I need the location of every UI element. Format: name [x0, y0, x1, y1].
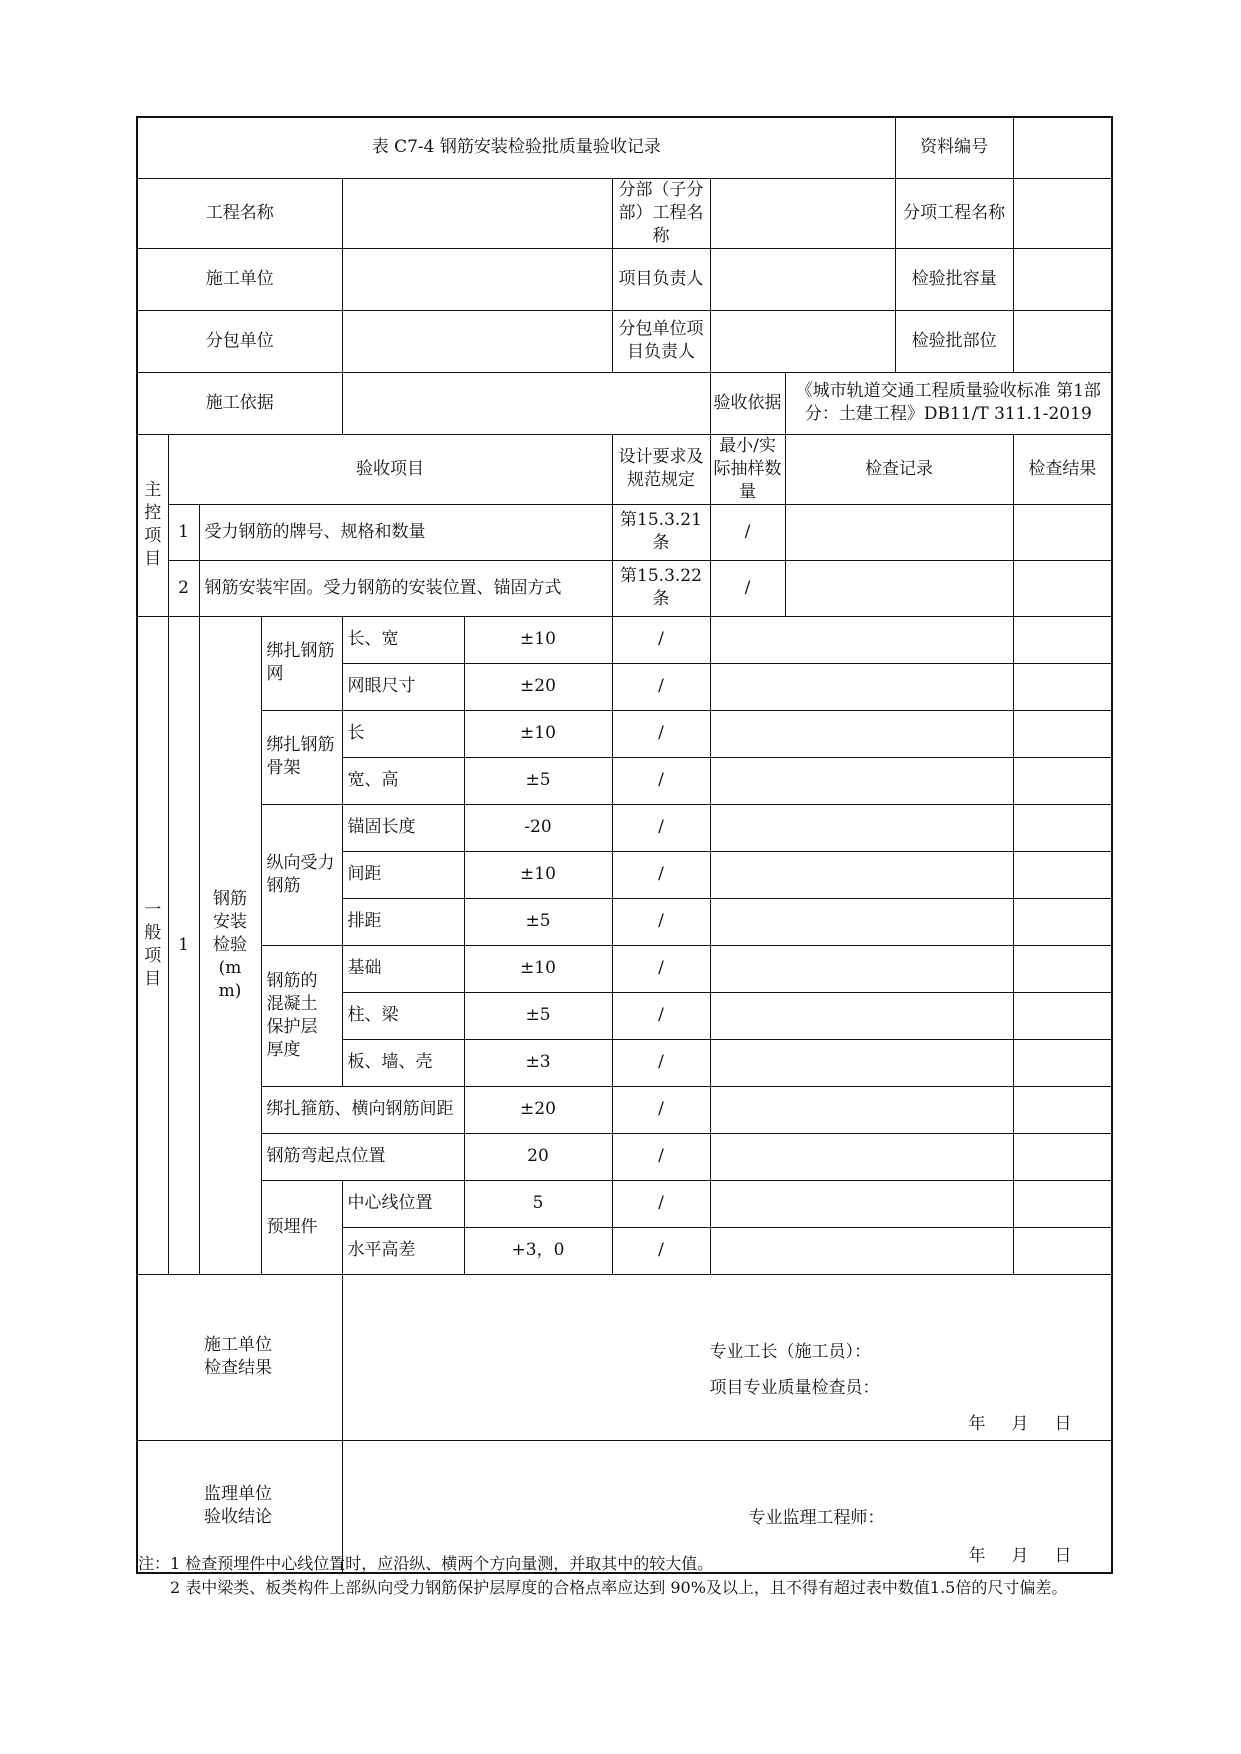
- req-value: 20: [464, 1133, 612, 1180]
- batch-location-label: 检验批部位: [895, 310, 1013, 372]
- sub-project-label: 分部（子分部）工程名称: [612, 178, 710, 248]
- record-cell[interactable]: [710, 1133, 1013, 1180]
- sample-value: /: [612, 1133, 710, 1180]
- result-cell[interactable]: [1013, 851, 1112, 898]
- sub-item: 锚固长度: [342, 804, 464, 851]
- sample-value: /: [612, 945, 710, 992]
- doc-no-label: 资料编号: [895, 117, 1013, 178]
- sample-value: /: [612, 1227, 710, 1274]
- project-name-value[interactable]: [342, 178, 612, 248]
- record-cell[interactable]: [710, 1180, 1013, 1227]
- result-cell[interactable]: [1013, 1133, 1112, 1180]
- sub-item: 间距: [342, 851, 464, 898]
- doc-no-value[interactable]: [1013, 117, 1112, 178]
- main-row-record[interactable]: [785, 504, 1013, 560]
- col-design-req-header: 设计要求及规范规定: [612, 434, 710, 504]
- record-cell[interactable]: [710, 616, 1013, 663]
- result-cell[interactable]: [1013, 1086, 1112, 1133]
- sample-value: /: [612, 663, 710, 710]
- req-value: ±10: [464, 851, 612, 898]
- main-row-no: 2: [168, 560, 199, 616]
- record-cell[interactable]: [710, 1227, 1013, 1274]
- construction-basis-label: 施工依据: [137, 372, 342, 434]
- req-value: ±10: [464, 710, 612, 757]
- sample-value: /: [612, 992, 710, 1039]
- group-stirrup: 绑扎箍筋、横向钢筋间距: [261, 1086, 464, 1133]
- subcontract-unit-label: 分包单位: [137, 310, 342, 372]
- subcontract-manager-label: 分包单位项目负责人: [612, 310, 710, 372]
- result-cell[interactable]: [1013, 1039, 1112, 1086]
- sub-project-value[interactable]: [710, 178, 895, 248]
- form-title: 表 C7-4 钢筋安装检验批质量验收记录: [137, 117, 895, 178]
- sub-item: 基础: [342, 945, 464, 992]
- sample-value: /: [612, 616, 710, 663]
- req-value: ±20: [464, 663, 612, 710]
- record-cell[interactable]: [710, 757, 1013, 804]
- main-row-result[interactable]: [1013, 560, 1112, 616]
- batch-capacity-value[interactable]: [1013, 248, 1112, 310]
- req-value: -20: [464, 804, 612, 851]
- sample-value: /: [612, 898, 710, 945]
- group-cover: 钢筋的混凝土保护层厚度: [261, 945, 342, 1086]
- record-cell[interactable]: [710, 1039, 1013, 1086]
- req-value: ±20: [464, 1086, 612, 1133]
- record-cell[interactable]: [710, 663, 1013, 710]
- result-cell[interactable]: [1013, 1227, 1112, 1274]
- project-manager-value[interactable]: [710, 248, 895, 310]
- sample-value: /: [612, 851, 710, 898]
- project-name-label: 工程名称: [137, 178, 342, 248]
- inspection-record-table: [136, 116, 1113, 1574]
- record-cell[interactable]: [710, 898, 1013, 945]
- group-longitudinal: 纵向受力钢筋: [261, 804, 342, 945]
- note-2: 2 表中梁类、板类构件上部纵向受力钢筋保护层厚度的合格点率应达到 90%及以上，且不得有超过表中数值1.5倍的尺寸偏差。: [138, 1578, 1068, 1597]
- col-result-header: 检查结果: [1013, 434, 1112, 504]
- result-cell[interactable]: [1013, 945, 1112, 992]
- sub-item: 网眼尺寸: [342, 663, 464, 710]
- sub-item: 板、墙、壳: [342, 1039, 464, 1086]
- result-cell[interactable]: [1013, 1180, 1112, 1227]
- construction-check-label: 施工单位检查结果: [137, 1274, 342, 1440]
- col-item-header: 验收项目: [168, 434, 612, 504]
- construction-unit-value[interactable]: [342, 248, 612, 310]
- result-cell[interactable]: [1013, 757, 1112, 804]
- sample-value: /: [612, 710, 710, 757]
- req-value: ±5: [464, 992, 612, 1039]
- item-project-value[interactable]: [1013, 178, 1112, 248]
- sample-value: /: [612, 1086, 710, 1133]
- req-value: ±5: [464, 898, 612, 945]
- batch-location-value[interactable]: [1013, 310, 1112, 372]
- col-sample-header: 最小/实际抽样数量: [710, 434, 785, 504]
- construction-check-sign-area[interactable]: [342, 1274, 1112, 1440]
- sample-value: /: [612, 804, 710, 851]
- main-row-sample: /: [710, 504, 785, 560]
- sample-value: /: [612, 757, 710, 804]
- general-label: 一般项目: [137, 616, 168, 1274]
- sub-item: 宽、高: [342, 757, 464, 804]
- supervisor-label: 专业监理工程师：: [748, 1507, 885, 1528]
- sub-item: 柱、梁: [342, 992, 464, 1039]
- main-row-req: 第15.3.21条: [612, 504, 710, 560]
- result-cell[interactable]: [1013, 804, 1112, 851]
- main-row-req: 第15.3.22条: [612, 560, 710, 616]
- main-row-record[interactable]: [785, 560, 1013, 616]
- result-cell[interactable]: [1013, 710, 1112, 757]
- sub-item: 中心线位置: [342, 1180, 464, 1227]
- inspector-label: 项目专业质量检查员：: [709, 1377, 880, 1398]
- acceptance-basis-value: 《城市轨道交通工程质量验收标准 第1部分：土建工程》DB11/T 311.1-2019: [785, 372, 1112, 434]
- foreman-label: 专业工长（施工员）：: [709, 1341, 871, 1362]
- result-cell[interactable]: [1013, 663, 1112, 710]
- main-row-result[interactable]: [1013, 504, 1112, 560]
- record-cell[interactable]: [710, 804, 1013, 851]
- record-cell[interactable]: [710, 992, 1013, 1039]
- sub-item: 水平高差: [342, 1227, 464, 1274]
- general-no: 1: [168, 616, 199, 1274]
- sub-item: 排距: [342, 898, 464, 945]
- col-record-header: 检查记录: [785, 434, 1013, 504]
- main-row-no: 1: [168, 504, 199, 560]
- record-cell[interactable]: [710, 1086, 1013, 1133]
- sub-item: 长、宽: [342, 616, 464, 663]
- item-project-label: 分项工程名称: [895, 178, 1013, 248]
- note-1: 注：1 检查预埋件中心线位置时，应沿纵、横两个方向量测，并取其中的较大值。: [138, 1554, 714, 1573]
- sample-value: /: [612, 1180, 710, 1227]
- sign-date: 年 月 日: [968, 1545, 1072, 1566]
- main-control-label: 主控项目: [137, 434, 168, 616]
- batch-capacity-label: 检验批容量: [895, 248, 1013, 310]
- subcontract-unit-value[interactable]: [342, 310, 612, 372]
- record-cell[interactable]: [710, 851, 1013, 898]
- construction-unit-label: 施工单位: [137, 248, 342, 310]
- result-cell[interactable]: [1013, 898, 1112, 945]
- record-cell[interactable]: [710, 710, 1013, 757]
- req-value: ±10: [464, 616, 612, 663]
- main-row-item: 受力钢筋的牌号、规格和数量: [199, 504, 612, 560]
- req-value: ±3: [464, 1039, 612, 1086]
- general-category: 钢筋安装检验(mm): [199, 616, 261, 1274]
- result-cell[interactable]: [1013, 992, 1112, 1039]
- group-frame: 绑扎钢筋骨架: [261, 710, 342, 804]
- main-row-sample: /: [710, 560, 785, 616]
- req-value: ±10: [464, 945, 612, 992]
- sub-item: 长: [342, 710, 464, 757]
- acceptance-basis-label: 验收依据: [710, 372, 785, 434]
- sample-value: /: [612, 1039, 710, 1086]
- req-value: ±5: [464, 757, 612, 804]
- construction-basis-value[interactable]: [342, 372, 710, 434]
- supervision-label: 监理单位验收结论: [137, 1440, 342, 1573]
- group-mesh: 绑扎钢筋网: [261, 616, 342, 710]
- notes: [138, 1552, 1108, 1600]
- sign-date: 年 月 日: [968, 1413, 1072, 1434]
- req-value: 5: [464, 1180, 612, 1227]
- req-value: +3，0: [464, 1227, 612, 1274]
- record-cell[interactable]: [710, 945, 1013, 992]
- main-row-item: 钢筋安装牢固。受力钢筋的安装位置、锚固方式: [199, 560, 612, 616]
- project-manager-label: 项目负责人: [612, 248, 710, 310]
- group-embedded: 预埋件: [261, 1180, 342, 1274]
- result-cell[interactable]: [1013, 616, 1112, 663]
- subcontract-manager-value[interactable]: [710, 310, 895, 372]
- group-bend: 钢筋弯起点位置: [261, 1133, 464, 1180]
